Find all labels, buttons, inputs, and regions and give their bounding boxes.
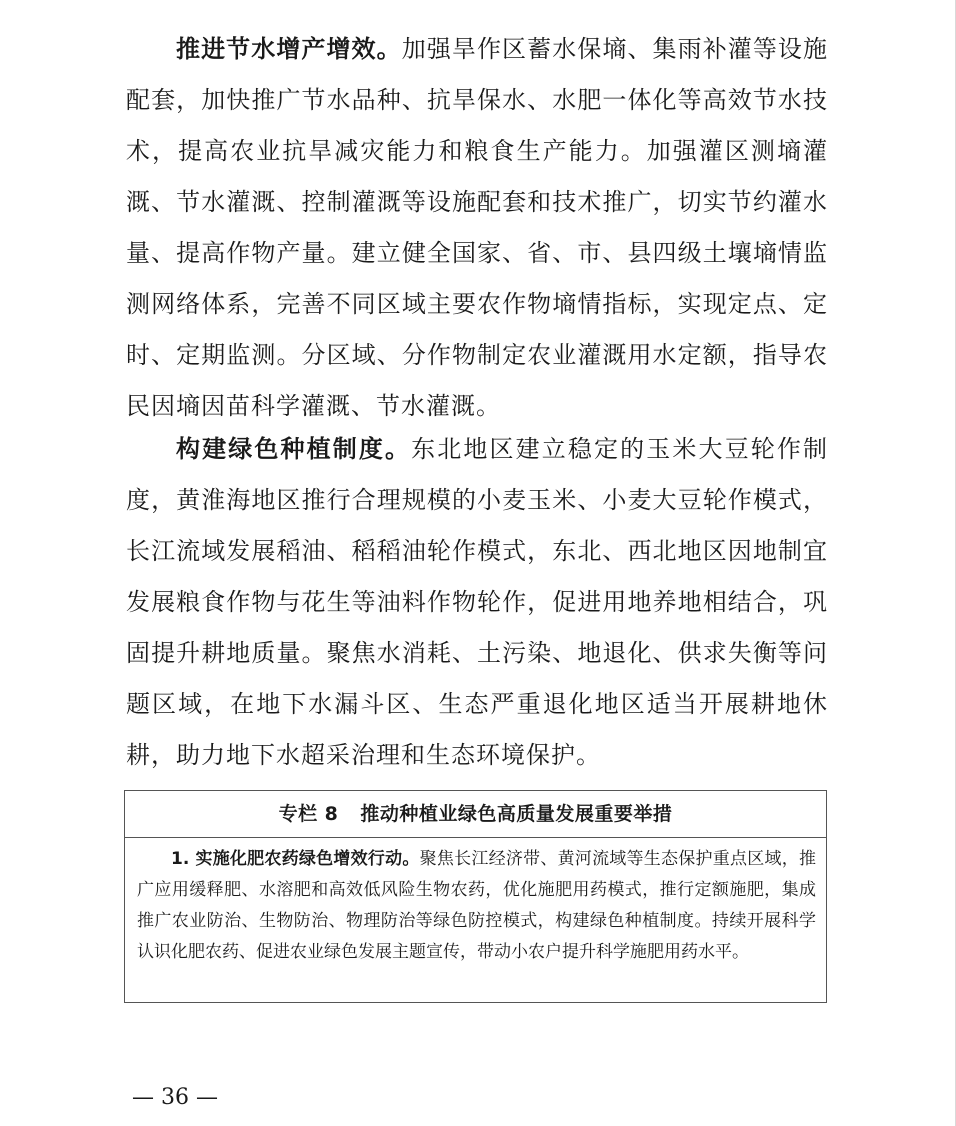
paragraph-green-planting [126, 424, 828, 781]
column-box-item-text: 聚焦长江经济带、黄河流域等生态保护重点区域，推广应用缓释肥、水溶肥和高效低风险生物农药，优化施肥用药模式，推行定额施肥，集成推广农业防治、生物防治、物理防治等绿色防控模式，构建绿色种植制度。持续开展科学认识化肥农药、促进农业绿色发展主题宣传，带动小农户提升科学施肥用药水平。 [137, 849, 816, 962]
column-box-header [125, 791, 826, 838]
paragraph-text: 东北地区建立稳定的玉米大豆轮作制度，黄淮海地区推行合理规模的小麦玉米、小麦大豆轮作模式，长江流域发展稻油、稻稻油轮作模式，东北、西北地区因地制宜发展粮食作物与花生等油料作物轮作，促进用地养地相结合，巩固提升耕地质量。聚焦水消耗、土污染、地退化、供求失衡等问题区域，在地下水漏斗区、生态严重退化地区适当开展耕地休耕，助力地下水超采治理和生态环境保护。 [126, 435, 828, 769]
page-number: — 36 — [132, 1085, 218, 1110]
column-box-item-lead: 1. 实施化肥农药绿色增效行动。 [171, 849, 420, 869]
column-box [124, 790, 827, 1003]
paragraph-water-saving [126, 24, 828, 432]
column-box-title: 推动种植业绿色高质量发展重要举措 [360, 803, 673, 825]
column-box-label: 专栏 8 [278, 803, 339, 825]
paragraph-text: 加强旱作区蓄水保墒、集雨补灌等设施配套，加快推广节水品种、抗旱保水、水肥一体化等高效节水技术，提高农业抗旱减灾能力和粮食生产能力。加强灌区测墒灌溉、节水灌溉、控制灌溉等设施配套和技术推广，切实节约灌水量、提高作物产量。建立健全国家、省、市、县四级土壤墒情监测网络体系，完善不同区域主要农作物墒情指标，实现定点、定时、定期监测。分区域、分作物制定农业灌溉用水定额，指导农民因墒因苗科学灌溉、节水灌溉。 [126, 35, 829, 420]
paragraph-lead: 推进节水增产增效。 [176, 35, 402, 63]
column-box-item [125, 838, 826, 968]
paragraph-lead: 构建绿色种植制度。 [176, 435, 412, 463]
